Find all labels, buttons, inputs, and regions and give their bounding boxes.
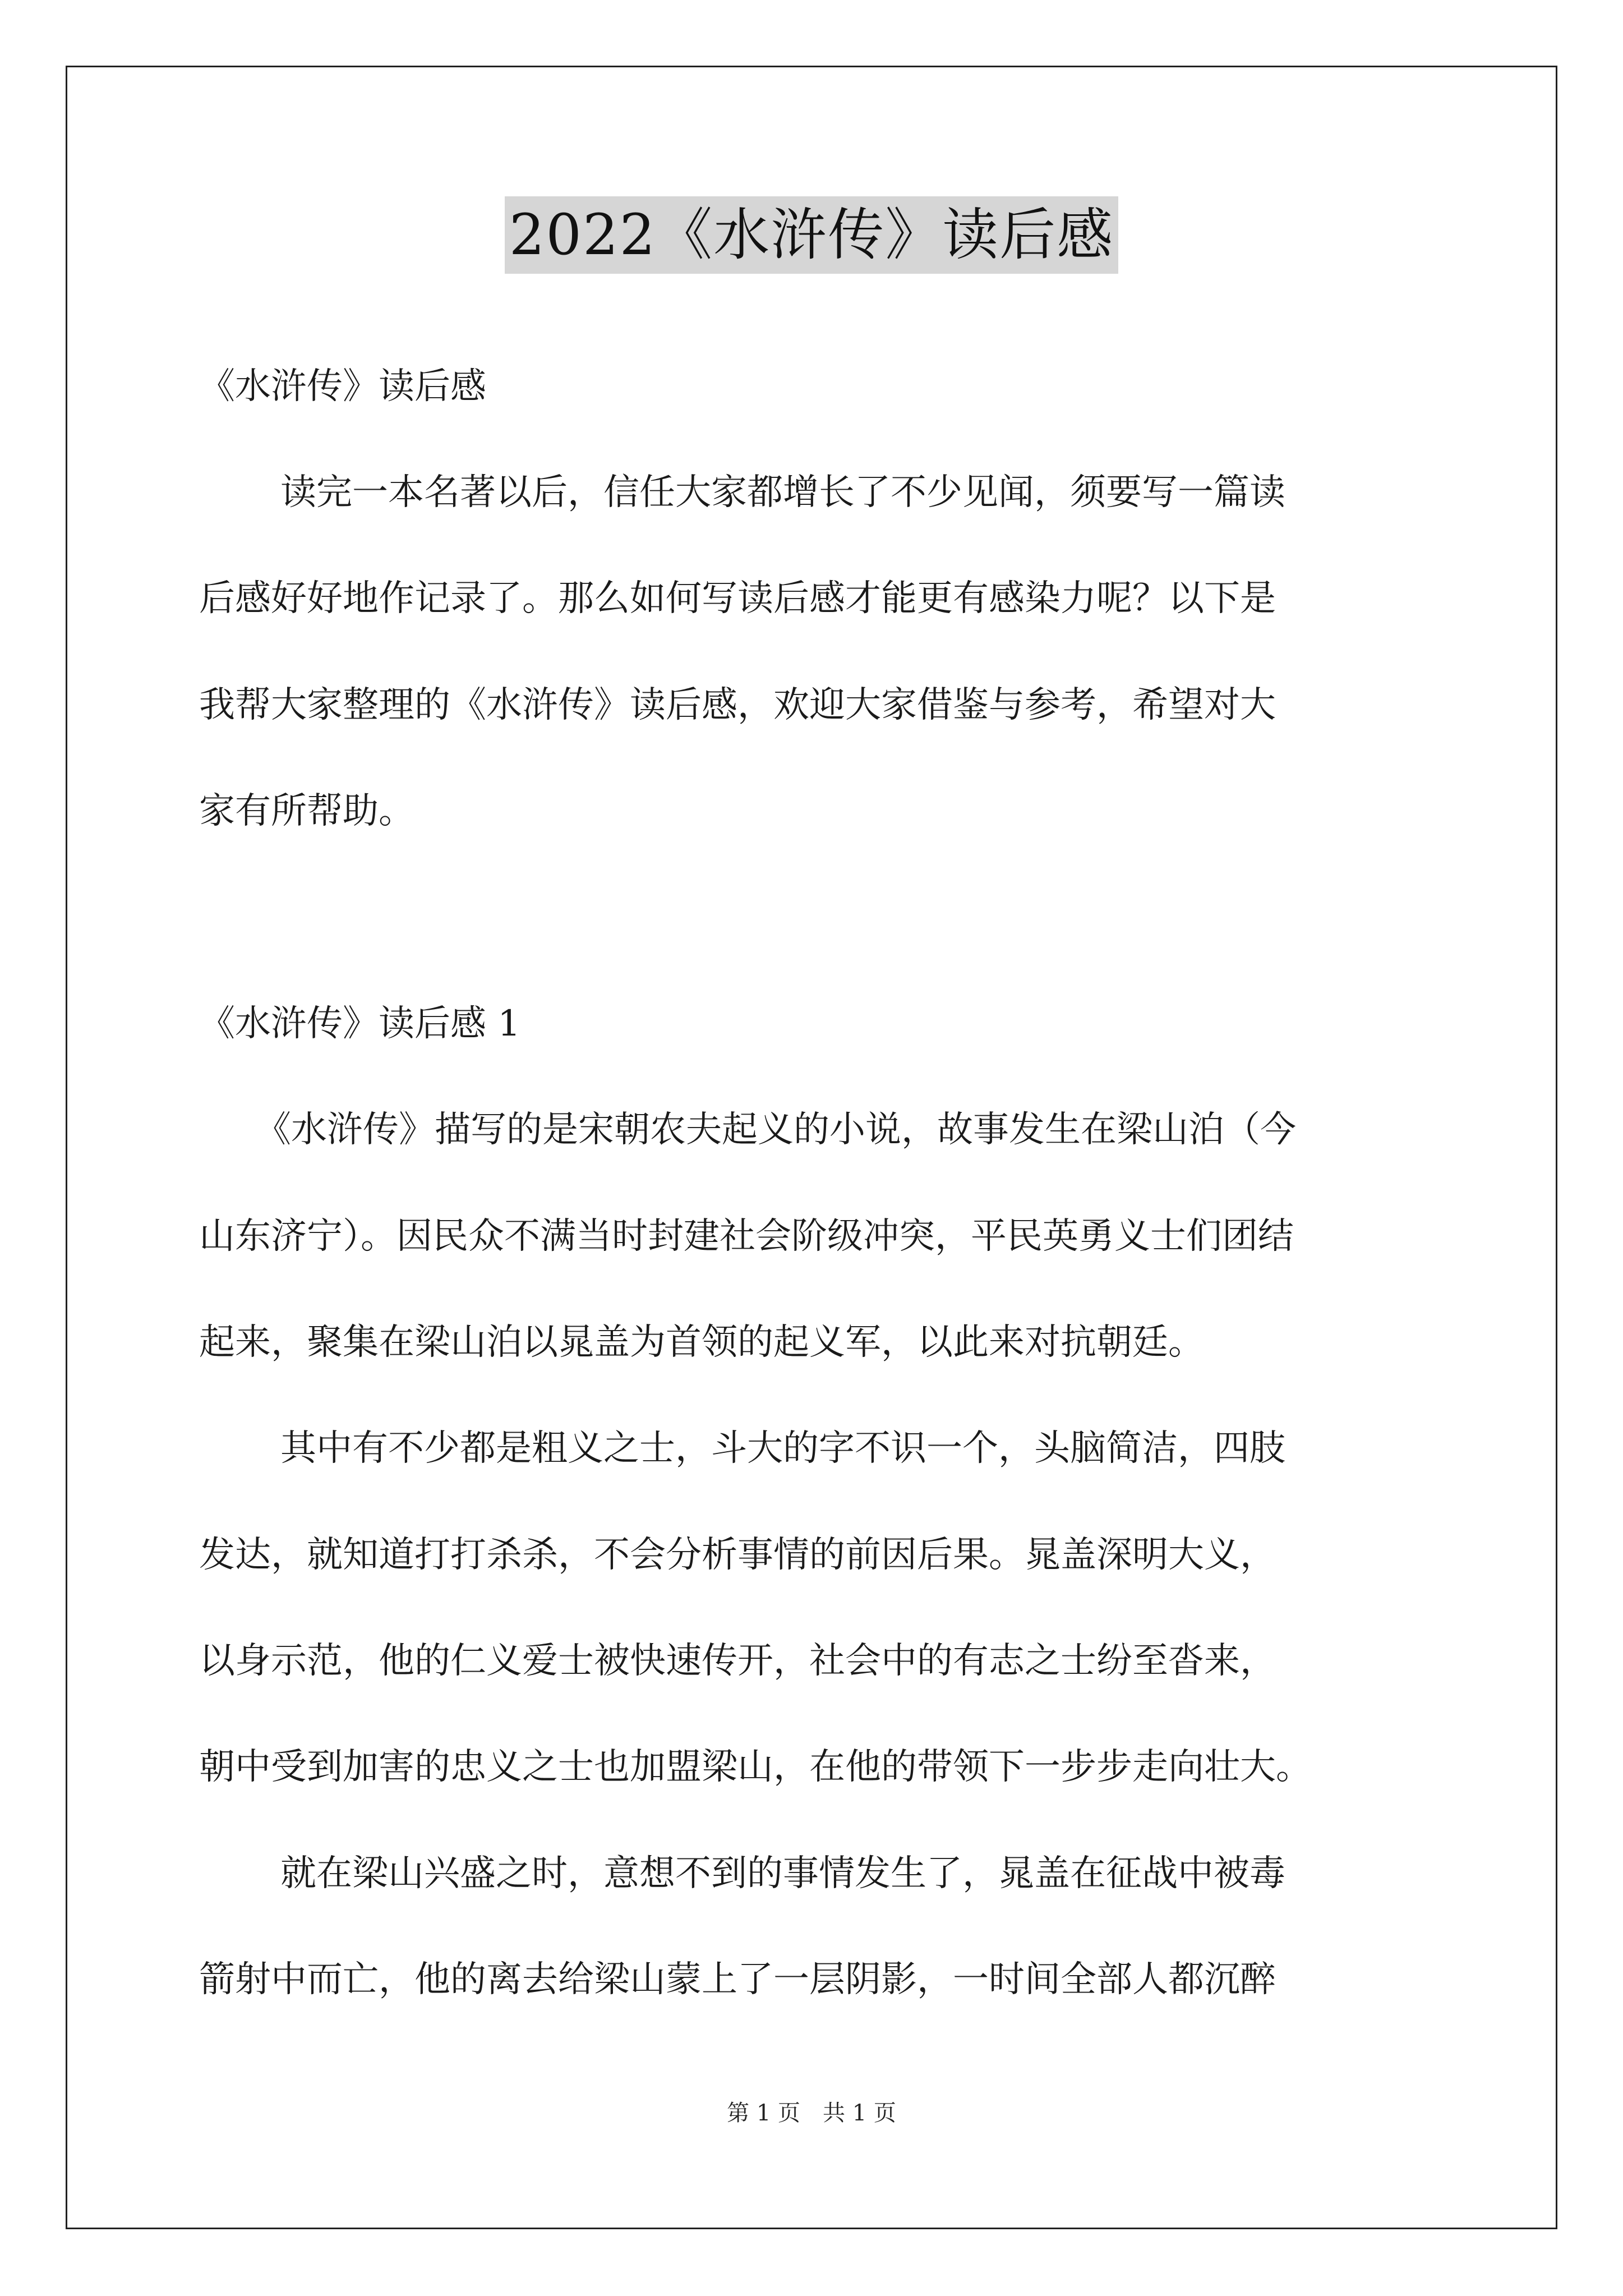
intro-line: 家有所帮助。 (199, 790, 414, 832)
paragraph-line: 就在梁山兴盛之时，意想不到的事情发生了，晁盖在征战中被毒 (280, 1853, 1285, 1894)
title-container (0, 196, 1623, 274)
paragraph-line: 起来，聚集在梁山泊以晁盖为首领的起义军，以此来对抗朝廷。 (199, 1322, 1204, 1363)
paragraph-line: 发达，就知道打打杀杀，不会分析事情的前因后果。晁盖深明大义， (199, 1534, 1276, 1576)
intro-line: 后感好好地作记录了。那么如何写读后感才能更有感染力呢？以下是 (199, 578, 1276, 619)
paragraph-line: 箭射中而亡，他的离去给梁山蒙上了一层阴影，一时间全部人都沉醉 (199, 1959, 1276, 2000)
page-footer: 第 1 页 共 1 页 (727, 2100, 896, 2126)
paragraph-line: 《水浒传》描写的是宋朝农夫起义的小说，故事发生在梁山泊（今 (255, 1109, 1296, 1151)
intro-line: 我帮大家整理的《水浒传》读后感，欢迎大家借鉴与参考，希望对大 (199, 684, 1276, 726)
paragraph-line: 山东济宁）。因民众不满当时封建社会阶级冲突，平民英勇义士们团结 (199, 1216, 1294, 1257)
section-heading: 《水浒传》读后感 1 (199, 1003, 521, 1045)
document-title: 2022《水浒传》读后感 (505, 196, 1119, 274)
paragraph-line: 朝中受到加害的忠义之士也加盟梁山，在他的带领下一步步走向壮大。 (199, 1746, 1312, 1788)
section-heading: 《水浒传》读后感 (199, 366, 486, 407)
intro-line: 读完一本名著以后，信任大家都增长了不少见闻，须要写一篇读 (280, 472, 1285, 513)
paragraph-line: 其中有不少都是粗义之士，斗大的字不识一个，头脑简洁，四肢 (280, 1428, 1285, 1469)
paragraph-line: 以身示范，他的仁义爱士被快速传开，社会中的有志之士纷至沓来， (199, 1640, 1276, 1682)
